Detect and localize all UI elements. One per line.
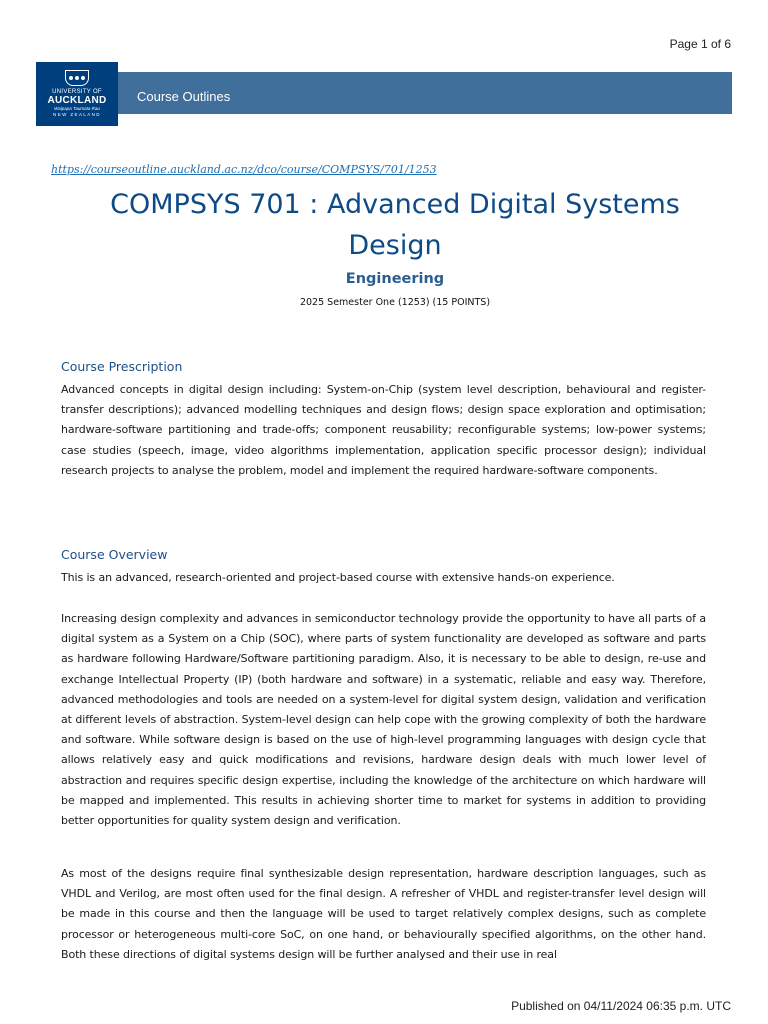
logo-line-4: NEW ZEALAND [53,112,101,117]
overview-paragraph-2: Increasing design complexity and advances in semiconductor technology provide the opportunity to have all parts of a digital system as a System on a Chip (SOC), where parts of system functionality are developed as software and parts as hardware following Hardware/Software partitioning paradigm. Also, it is necessary to be able to design, re-use and exchange Intellectual Property (IP) (both hardware and software) in a systematic, reliable and easy way. Therefore, advanced methodologies and tools are needed on a system-level for digital system design, validation and verification at different levels of abstraction. System-level design can help cope with the growing complexity of both the hardware and software. While software design is based on the use of high-level programming languages with design cycle that allows relatively easy and quick modifications and revisions, hardware design deals with much lower level of abstraction and requires specific design expertise, including the knowledge of the architecture on which hardware will be mapped and implemented. This results in achieving shorter time to market for systems in addition to providing better opportunities for quality system design and verification. [61,612,706,828]
logo-line-3: Waipapa Taumata Rau [54,106,100,111]
published-footer: Published on 04/11/2024 06:35 p.m. UTC [511,999,731,1013]
banner-title[interactable]: Course Outlines [137,89,231,104]
course-url-link[interactable]: https://courseoutline.auckland.ac.nz/dco/course/COMPSYS/701/1253 [51,163,437,176]
logo-line-1: UNIVERSITY OF [52,89,102,95]
university-logo[interactable] [36,62,118,126]
page-number: Page 1 of 6 [669,37,731,51]
semester-label: 2025 Semester One (1253) (15 POINTS) [299,297,491,308]
faculty-label: Engineering [345,271,445,287]
logo-line-2: AUCKLAND [47,95,107,106]
overview-paragraph-1: This is an advanced, research-oriented and project-based course with extensive hands-on experience. [61,571,615,584]
overview-paragraph-3: As most of the designs require final synthesizable design representation, hardware description languages, such as VHDL and Verilog, are most often used for the final design. A refresher of VHDL and register-transfer level design will be made in this course and then the language will be used to target relatively complex designs, such as complete processor or heterogeneous multi-core SoC, on one hand, or behaviourally specified algorithms, on the other hand. Both these directions of digital systems design will be further analysed and their use in real [61,867,706,961]
overview-heading: Course Overview [61,547,168,562]
prescription-text: Advanced concepts in digital design including: System-on-Chip (system level description, behavioural and register-transfer descriptions); advanced modelling techniques and design flows; design space exploration and optimisation; hardware-software partitioning and trade-offs; component reusability; reconfigurable systems; low-power systems; case studies (speech, image, video algorithms implementation, application specific processor design); individual research projects to analyse the problem, model and implement the required hardware-software components. [61,383,706,477]
prescription-heading: Course Prescription [61,359,183,374]
course-title: COMPSYS 701 : Advanced Digital Systems Design [110,189,680,261]
crest-icon [65,70,89,86]
